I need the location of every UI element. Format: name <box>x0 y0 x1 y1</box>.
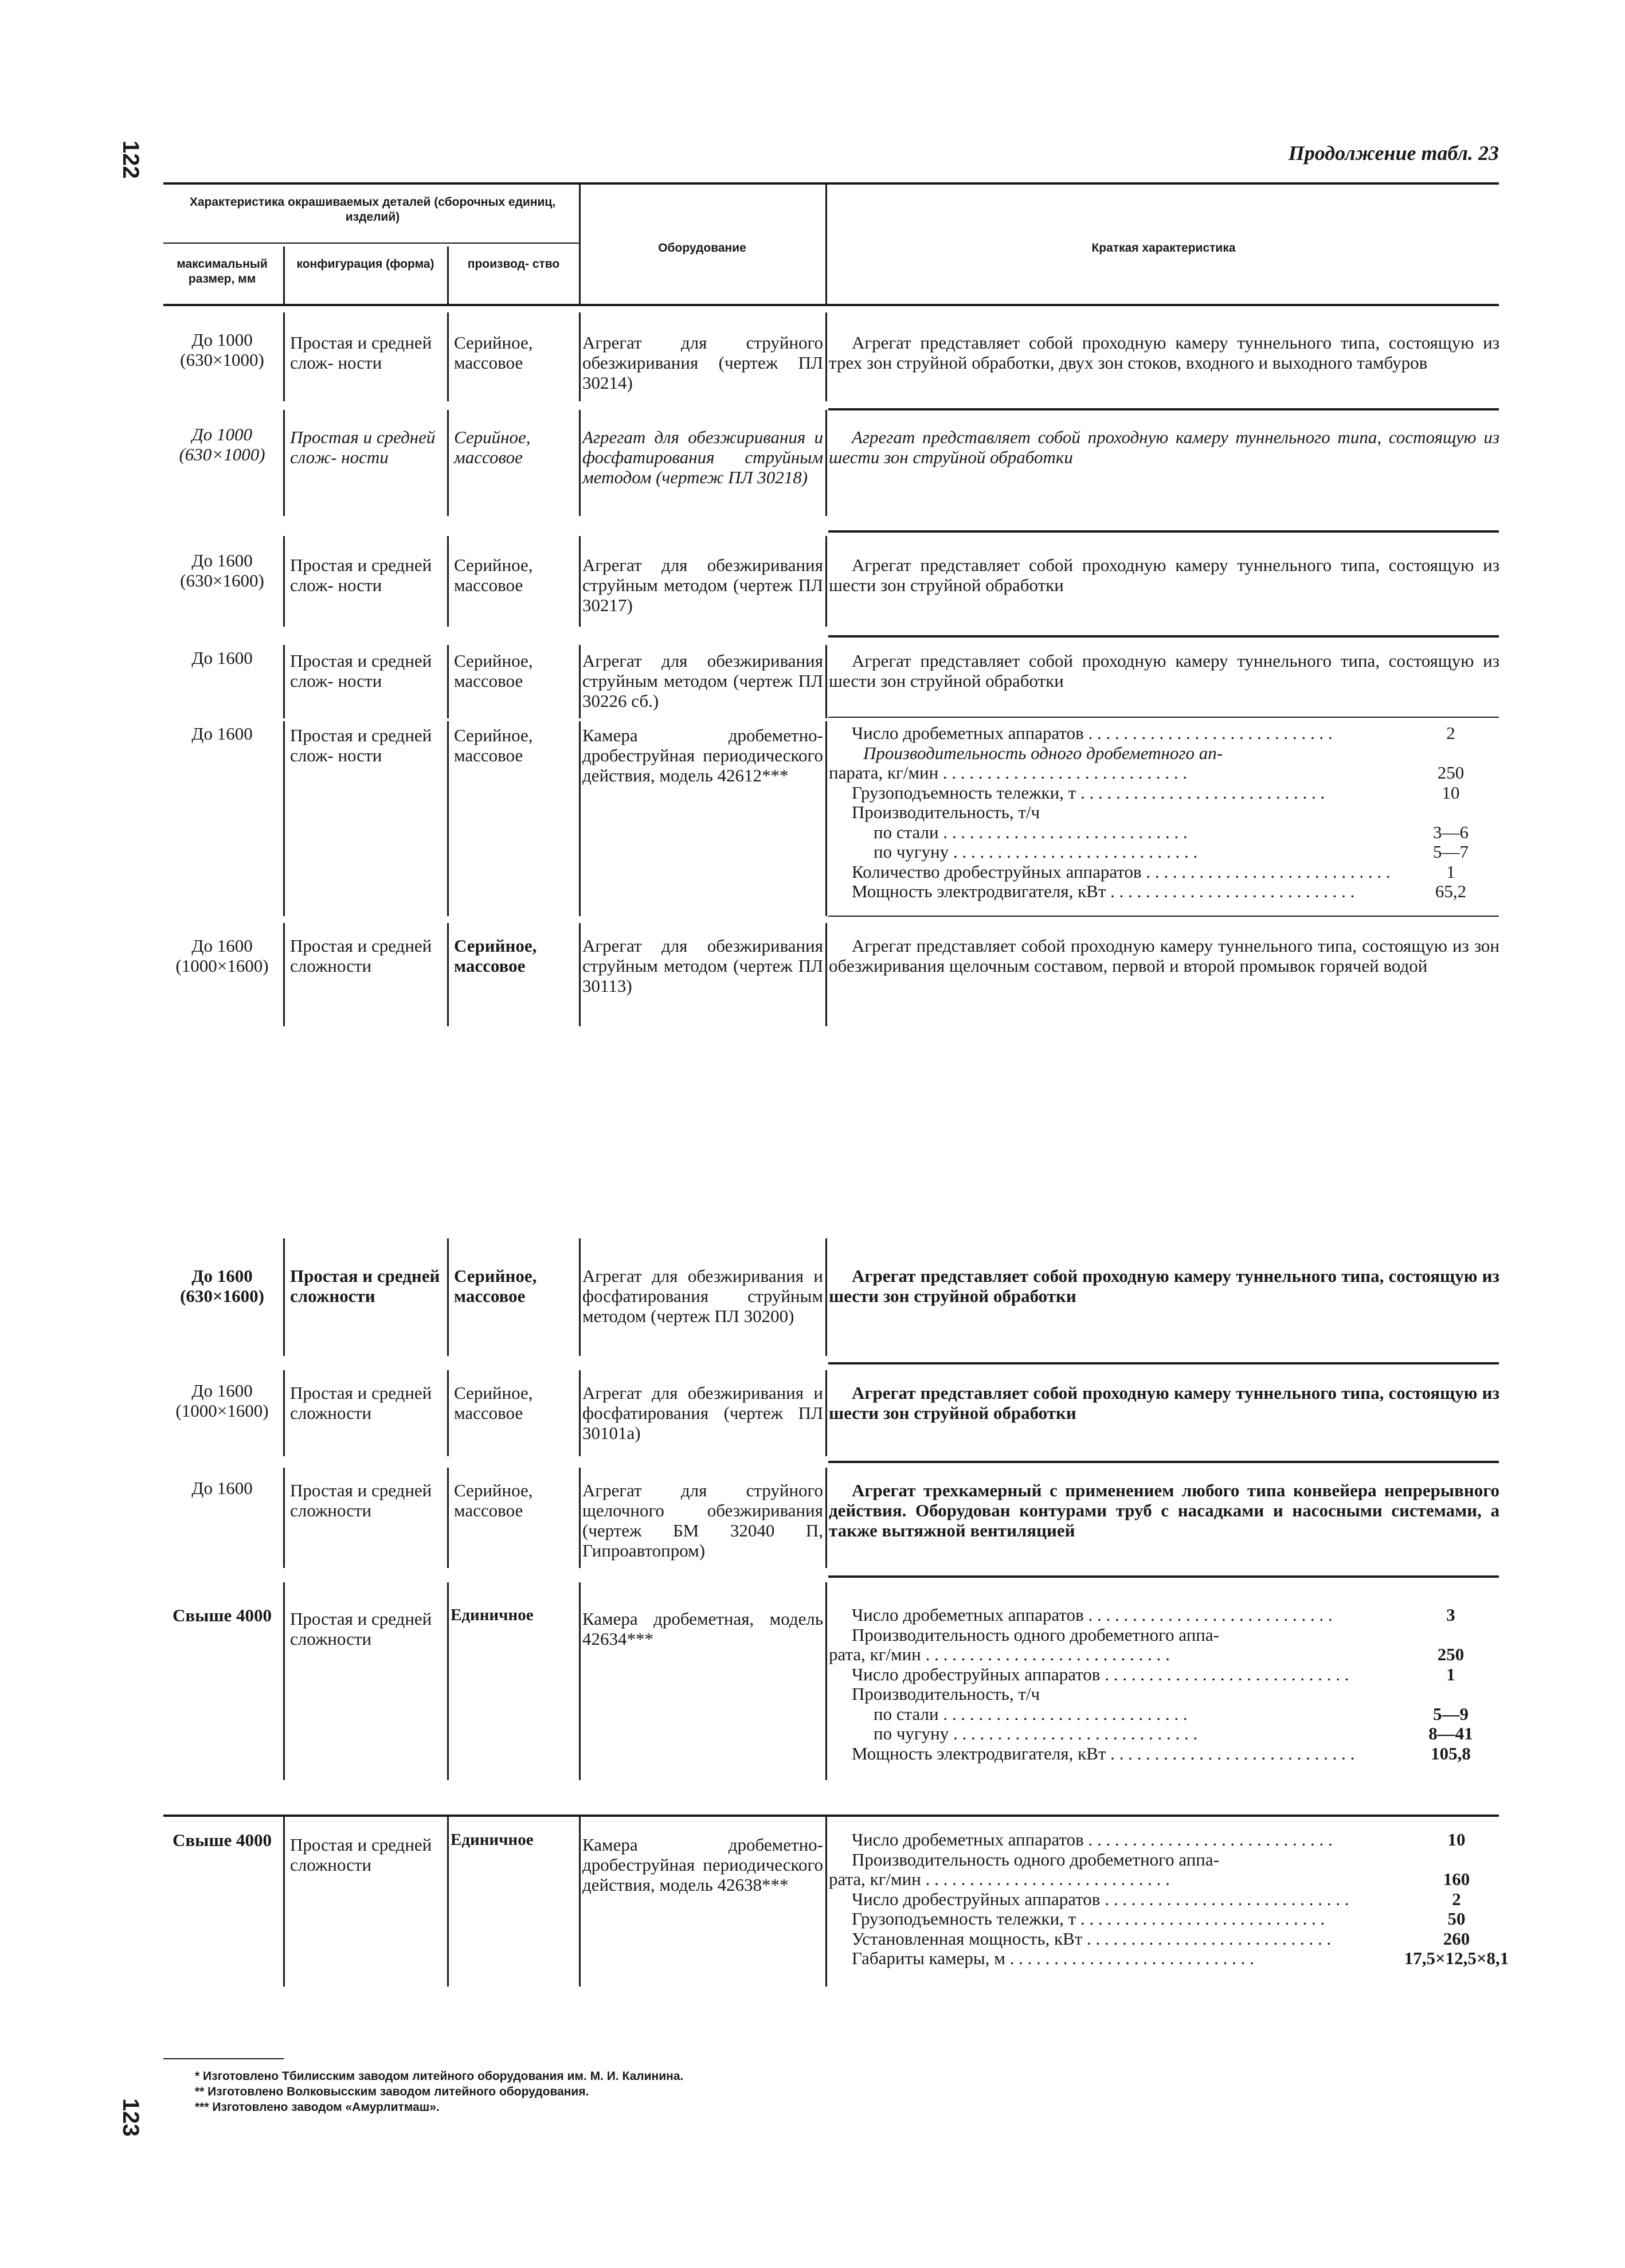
row5-size: До 1600 <box>191 724 253 744</box>
col-line <box>579 1582 581 1780</box>
row4-equipment: Агрегат для обезжиривания струйным методом (чертеж ПЛ 30226 сб.) <box>582 651 823 711</box>
row6-config: Простая и средней сложности <box>290 936 432 976</box>
spec-row <box>829 1744 1499 1764</box>
spec-value: 10 <box>1442 782 1460 803</box>
col-line <box>579 1468 581 1568</box>
row-separator <box>828 635 1499 638</box>
spec-value: 65,2 <box>1435 881 1467 901</box>
spec-value: 1 <box>1446 861 1455 882</box>
spec-value: 3 <box>1446 1605 1455 1625</box>
row8-size: До 1600 (1000×1600) <box>175 1381 269 1421</box>
col-line <box>283 1815 285 1987</box>
spec-label: Производительность, т/ч <box>852 803 1040 822</box>
row5-config: Простая и средней слож- ности <box>290 725 432 765</box>
row1-prod: Серийное, массовое <box>454 333 533 373</box>
spec-value: 5—9 <box>1433 1703 1469 1724</box>
row11-size: Свыше 4000 <box>172 1830 272 1850</box>
row-separator <box>163 1815 1499 1817</box>
col-line <box>283 1582 285 1780</box>
header-bottom-rule <box>163 304 1499 306</box>
col-line <box>283 1238 285 1356</box>
spec-row <box>829 1645 1499 1665</box>
row3-config: Простая и средней слож- ности <box>290 555 432 595</box>
row7-config: Простая и средней сложности <box>290 1266 440 1306</box>
spec-label: Грузоподъемность тележки, т . . . . . . . . . . . . . . . . . . . . . . . . . . . . <box>852 1909 1325 1929</box>
col-line <box>825 1370 827 1456</box>
row-separator <box>828 1362 1499 1364</box>
header-divider <box>579 183 581 304</box>
spec-label: по чугуну . . . . . . . . . . . . . . . . . . . . . . . . . . . . <box>874 1724 1198 1743</box>
spec-row <box>829 1870 1517 1890</box>
col-line <box>447 721 449 916</box>
col-line <box>447 312 449 401</box>
row8-config: Простая и средней сложности <box>290 1383 432 1423</box>
row8-prod: Серийное, массовое <box>454 1383 533 1423</box>
row9-size: До 1600 <box>191 1478 253 1498</box>
col-line <box>447 1370 449 1456</box>
spec-value: 260 <box>1443 1928 1470 1949</box>
col-line <box>579 721 581 916</box>
row10-equipment: Камера дробеметная, модель 42634*** <box>582 1609 823 1649</box>
col-line <box>447 1815 449 1987</box>
row-separator <box>828 408 1499 410</box>
col-line <box>283 1370 285 1456</box>
col-line <box>825 721 827 916</box>
spec-row <box>829 1625 1499 1645</box>
spec-value: 17,5×12,5×8,1 <box>1404 1948 1509 1968</box>
col-line <box>447 410 449 516</box>
col-line <box>579 312 581 401</box>
spec-label: Габариты камеры, м . . . . . . . . . . . . . . . . . . . . . . . . . . . . <box>852 1949 1254 1968</box>
spec-label: рата, кг/мин . . . . . . . . . . . . . . . . . . . . . . . . . . . . <box>829 1645 1170 1664</box>
spec-row <box>829 1890 1517 1910</box>
col-line <box>579 1815 581 1987</box>
spec-label: по стали . . . . . . . . . . . . . . . . . . . . . . . . . . . . <box>874 1704 1188 1724</box>
spec-value <box>1402 744 1499 764</box>
row3-prod: Серийное, массовое <box>454 555 533 595</box>
spec-value <box>1402 803 1499 823</box>
col-line <box>447 645 449 718</box>
spec-label: Производительность одного дробеметного аппа- <box>852 1625 1219 1645</box>
row11-config: Простая и средней сложности <box>290 1835 432 1875</box>
header-divider <box>283 247 285 304</box>
spec-row <box>829 724 1499 744</box>
row9-config: Простая и средней сложности <box>290 1480 432 1520</box>
col-line <box>825 1815 827 1987</box>
header-config: конфигурация (форма) <box>296 257 434 271</box>
spec-row <box>829 1665 1499 1685</box>
row3-equipment: Агрегат для обезжиривания струйным методом (чертеж ПЛ 30217) <box>582 555 823 615</box>
col-line <box>579 1238 581 1356</box>
row7-description: Агрегат представляет собой проходную камеру туннельного типа, состоящую из шести зон струйной обработки <box>829 1266 1499 1306</box>
col-line <box>825 923 827 1026</box>
row-separator <box>828 717 1499 718</box>
spec-label: по чугуну . . . . . . . . . . . . . . . . . . . . . . . . . . . . <box>874 842 1198 862</box>
row4-description: Агрегат представляет собой проходную камеру туннельного типа, состоящую из шести зон струйной обработки <box>829 651 1499 691</box>
col-line <box>283 645 285 718</box>
col-line <box>447 1582 449 1780</box>
header-size: максимальный размер, мм <box>177 257 268 286</box>
row2-size: До 1000 (630×1000) <box>179 424 265 464</box>
spec-label: Мощность электродвигателя, кВт . . . . . . . . . . . . . . . . . . . . . . . . . . . . <box>852 1743 1355 1763</box>
spec-row <box>829 1909 1517 1929</box>
row1-config: Простая и средней слож- ности <box>290 333 432 373</box>
col-line <box>579 923 581 1026</box>
spec-value: 250 <box>1437 1644 1465 1664</box>
row4-prod: Серийное, массовое <box>454 651 533 691</box>
spec-row <box>829 823 1499 843</box>
row11-equipment: Камера дробеметно-дробеструйная периодического действия, модель 42638*** <box>582 1835 823 1895</box>
spec-label: Число дробеструйных аппаратов . . . . . . . . . . . . . . . . . . . . . . . . . . . . <box>852 1664 1349 1684</box>
spec-value <box>1396 1850 1517 1870</box>
row-separator <box>828 1461 1499 1463</box>
row3-description: Агрегат представляет собой проходную камеру туннельного типа, состоящую из шести зон струйной обработки <box>829 555 1499 595</box>
spec-label: Производительность одного дробеметного аппа- <box>852 1849 1219 1870</box>
col-line <box>825 1238 827 1356</box>
spec-label: Число дробеметных аппаратов . . . . . . . . . . . . . . . . . . . . . . . . . . . . <box>852 724 1333 743</box>
row5-equipment: Камера дробеметно-дробеструйная периодического действия, модель 42612*** <box>582 725 823 785</box>
spec-row <box>829 803 1499 823</box>
spec-row <box>829 1684 1499 1704</box>
header-description: Краткая характеристика <box>1091 241 1236 255</box>
row1-size: До 1000 (630×1000) <box>180 330 264 370</box>
page-number-left: 122 <box>118 140 143 179</box>
header-divider <box>825 183 827 304</box>
col-line <box>579 410 581 516</box>
page-number-right: 123 <box>118 2098 143 2137</box>
col-line <box>579 645 581 718</box>
spec-value: 5—7 <box>1433 842 1469 862</box>
spec-label: по стали . . . . . . . . . . . . . . . . . . . . . . . . . . . . <box>874 822 1188 842</box>
spec-row <box>829 1850 1517 1870</box>
row5-specs <box>829 724 1499 902</box>
row10-size: Свыше 4000 <box>172 1605 272 1625</box>
row7-prod: Серийное, массовое <box>454 1266 537 1306</box>
col-line <box>825 1468 827 1568</box>
col-line <box>447 923 449 1026</box>
row11-specs <box>829 1830 1517 1969</box>
row10-specs <box>829 1605 1499 1763</box>
spec-value: 50 <box>1447 1909 1466 1929</box>
row4-config: Простая и средней слож- ности <box>290 651 432 691</box>
table-continuation-title: Продолжение табл. 23 <box>1288 142 1499 165</box>
footnote-3: *** Изготовлено заводом «Амурлитмаш». <box>195 2101 440 2114</box>
spec-value: 250 <box>1437 762 1465 783</box>
row10-prod: Единичное <box>451 1606 534 1624</box>
header-group-rule <box>163 243 579 244</box>
spec-value: 105,8 <box>1431 1743 1471 1763</box>
spec-row <box>829 1949 1517 1969</box>
col-line <box>447 536 449 627</box>
row2-equipment: Агрегат для обезжиривания и фосфатирования струйным методом (чертеж ПЛ 30218) <box>582 427 823 487</box>
spec-value: 160 <box>1443 1869 1470 1889</box>
spec-label: Число дробеструйных аппаратов . . . . . . . . . . . . . . . . . . . . . . . . . . . . <box>852 1889 1349 1909</box>
row6-equipment: Агрегат для обезжиривания струйным методом (чертеж ПЛ 30113) <box>582 936 823 996</box>
spec-row <box>829 763 1499 783</box>
spec-label: Производительность, т/ч <box>852 1684 1040 1704</box>
row-separator <box>828 916 1499 917</box>
row8-description: Агрегат представляет собой проходную камеру туннельного типа, состоящую из шести зон струйной обработки <box>829 1383 1499 1423</box>
row2-prod: Серийное, массовое <box>454 427 531 467</box>
spec-label: Число дробеметных аппаратов . . . . . . . . . . . . . . . . . . . . . . . . . . . . <box>852 1830 1333 1849</box>
header-equipment: Оборудование <box>658 241 746 255</box>
header-group: Характеристика окрашиваемых деталей (сборочных единиц, изделий) <box>189 195 556 224</box>
col-line <box>283 410 285 516</box>
row4-size: До 1600 <box>191 648 253 668</box>
row6-description: Агрегат представляет собой проходную камеру туннельного типа, состоящую из зон обезжиривания щелочным составом, первой и второй промывок горячей водой <box>829 936 1499 976</box>
row8-equipment: Агрегат для обезжиривания и фосфатирования (чертеж ПЛ 30101а) <box>582 1383 823 1443</box>
spec-row <box>829 783 1499 803</box>
row6-size: До 1600 (1000×1600) <box>175 936 269 976</box>
col-line <box>825 410 827 516</box>
spec-row <box>829 842 1499 862</box>
footnote-2: ** Изготовлено Волковысским заводом литейного оборудования. <box>195 2085 589 2098</box>
row-separator <box>828 1575 1499 1578</box>
footnote-1: * Изготовлено Тбилисским заводом литейного оборудования им. М. И. Калинина. <box>195 2070 684 2083</box>
col-line <box>825 536 827 627</box>
row2-config: Простая и средней слож- ности <box>290 427 436 467</box>
row9-prod: Серийное, массовое <box>454 1480 533 1520</box>
spec-value: 3—6 <box>1433 822 1469 842</box>
col-line <box>447 1468 449 1568</box>
row-separator <box>828 530 1499 533</box>
row5-prod: Серийное, массовое <box>454 725 533 765</box>
spec-row <box>829 882 1499 902</box>
spec-value: 1 <box>1446 1664 1455 1684</box>
col-line <box>283 1468 285 1568</box>
footnote-rule <box>163 2058 284 2059</box>
spec-label: Грузоподъемность тележки, т . . . . . . . . . . . . . . . . . . . . . . . . . . . . <box>852 783 1325 803</box>
spec-label: Установленная мощность, кВт . . . . . . . . . . . . . . . . . . . . . . . . . . . . <box>852 1929 1332 1949</box>
col-line <box>579 536 581 627</box>
spec-value <box>1402 1625 1499 1645</box>
row11-prod: Единичное <box>451 1831 534 1849</box>
col-line <box>579 1370 581 1456</box>
row10-config: Простая и средней сложности <box>290 1609 432 1649</box>
spec-row <box>829 1724 1499 1744</box>
row1-equipment: Агрегат для струйного обезжиривания (чертеж ПЛ 30214) <box>582 333 823 393</box>
table-top-rule <box>163 182 1499 185</box>
spec-label: рата, кг/мин . . . . . . . . . . . . . . . . . . . . . . . . . . . . <box>829 1870 1170 1889</box>
spec-row <box>829 1704 1499 1725</box>
row6-prod: Серийное, массовое <box>454 936 537 976</box>
col-line <box>283 721 285 916</box>
row3-size: До 1600 (630×1600) <box>180 550 264 591</box>
col-line <box>825 312 827 401</box>
col-line <box>825 645 827 718</box>
row7-size: До 1600 (630×1600) <box>180 1266 264 1306</box>
header-prod: производ- ство <box>467 257 560 271</box>
col-line <box>825 1582 827 1780</box>
row1-description: Агрегат представляет собой проходную камеру туннельного типа, состоящую из трех зон струйной обработки, двух зон стоков, входного и выходного тамбуров <box>829 333 1499 373</box>
row9-equipment: Агрегат для струйного щелочного обезжиривания (чертеж БМ 32040 П, Гипроавтопром) <box>582 1480 823 1561</box>
row9-description: Агрегат трехкамерный с применением любого типа конвейера непрерывного действия. Оборудован контурами труб с насадками и насосными системами, а также вытяжной вентиляцией <box>829 1480 1499 1540</box>
col-line <box>283 923 285 1026</box>
spec-value <box>1402 1684 1499 1704</box>
spec-value: 2 <box>1446 723 1455 743</box>
spec-value: 10 <box>1447 1829 1466 1849</box>
spec-label: парата, кг/мин . . . . . . . . . . . . . . . . . . . . . . . . . . . . <box>829 763 1188 783</box>
spec-label: Количество дробеструйных аппаратов . . . . . . . . . . . . . . . . . . . . . . . . . . . . <box>852 862 1391 882</box>
spec-value: 8—41 <box>1428 1723 1473 1743</box>
spec-label: Мощность электродвигателя, кВт . . . . . . . . . . . . . . . . . . . . . . . . . . . . <box>852 882 1355 901</box>
row2-description: Агрегат представляет собой проходную камеру туннельного типа, состоящую из шести зон струйной обработки <box>829 427 1499 467</box>
spec-value: 2 <box>1452 1888 1461 1909</box>
spec-label: Производительность одного дробеметного ап- <box>863 743 1223 763</box>
spec-row <box>829 1605 1499 1625</box>
spec-row <box>829 744 1499 764</box>
header-divider <box>447 247 449 304</box>
row7-equipment: Агрегат для обезжиривания и фосфатирования струйным методом (чертеж ПЛ 30200) <box>582 1266 823 1326</box>
col-line <box>283 536 285 627</box>
spec-row <box>829 862 1499 882</box>
col-line <box>447 1238 449 1356</box>
spec-row <box>829 1830 1517 1850</box>
spec-row <box>829 1929 1517 1949</box>
spec-label: Число дробеметных аппаратов . . . . . . . . . . . . . . . . . . . . . . . . . . . . <box>852 1605 1333 1625</box>
col-line <box>283 312 285 401</box>
